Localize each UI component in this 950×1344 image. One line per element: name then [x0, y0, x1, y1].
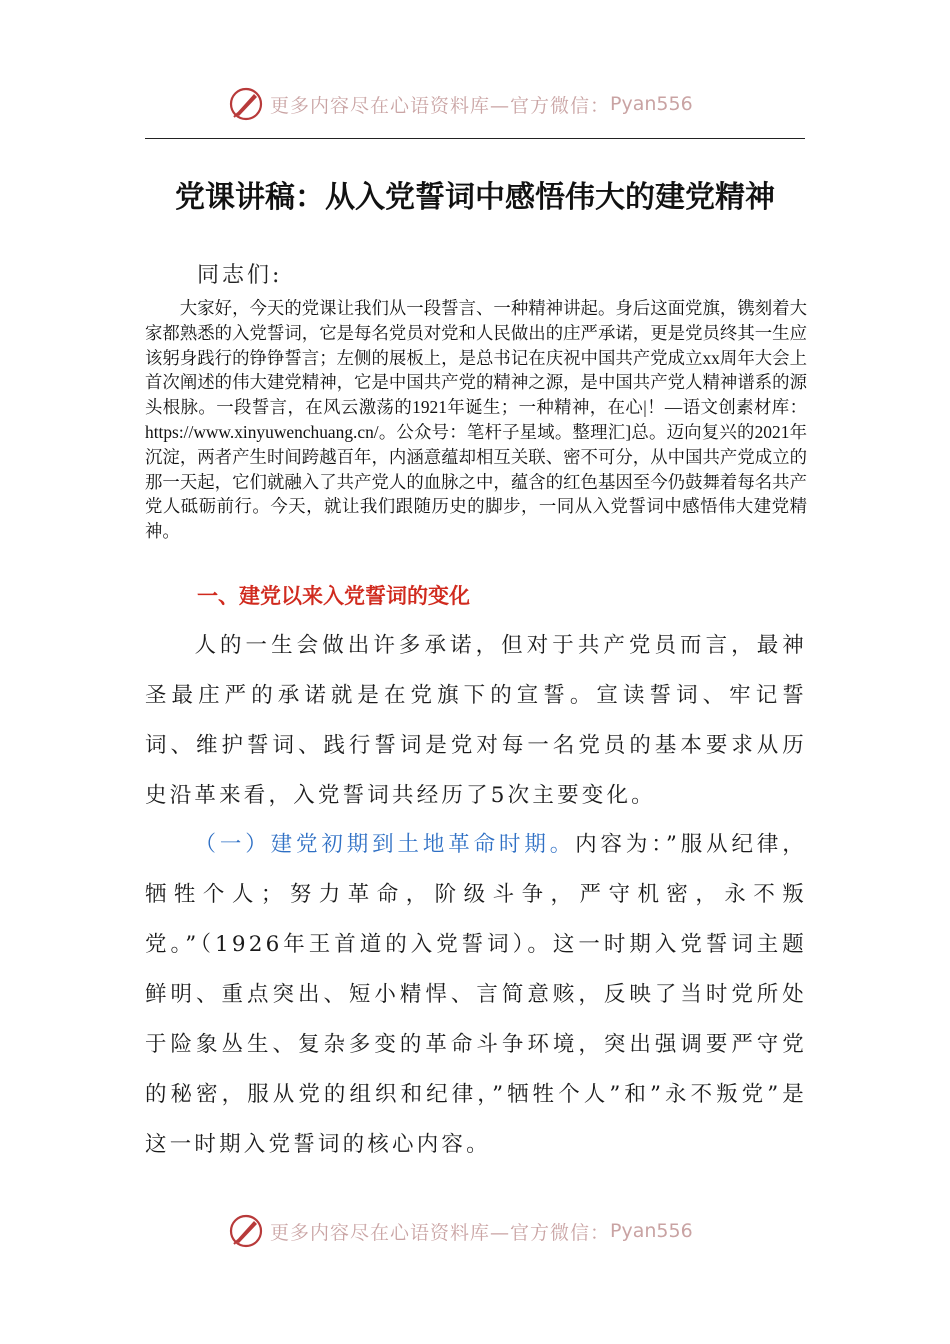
- banner-contact: Pyan556: [610, 93, 693, 115]
- page-title: 党课讲稿：从入党誓词中感悟伟大的建党精神: [175, 180, 775, 215]
- quill-logo-icon: [228, 1213, 264, 1249]
- section-heading: 一、建党以来入党誓词的变化: [197, 584, 470, 608]
- header-banner: [228, 84, 693, 124]
- header-divider: [145, 138, 805, 139]
- banner-contact: Pyan556: [610, 1220, 693, 1242]
- subheading: （一）建党初期到土地革命时期。: [194, 832, 576, 857]
- subsection-text: 内容为：”服从纪律，牺牲个人；努力革命，阶级斗争，严守机密，永不叛党。”（1926年王首道的入党誓词）。这一时期入党誓词主题鲜明、重点突出、短小精悍、言简意赅，反映了当时党所处于险象丛生、复杂多变的革命斗争环境，突出强调要严守党的秘密，服从党的组织和纪律，”牺牲个人”和”永不叛党”是这一时期入党誓词的核心内容。: [145, 832, 807, 1157]
- body-paragraph: 人的一生会做出许多承诺，但对于共产党员而言，最神圣最庄严的承诺就是在党旗下的宣誓。宣读誓词、牢记誓词、维护誓词、践行誓词是党对每一名党员的基本要求从历史沿革来看，入党誓词共经历了5次主要变化。: [145, 633, 807, 808]
- intro-paragraph: 大家好，今天的党课让我们从一段誓言、一种精神讲起。身后这面党旗，镌刻着大家都熟悉的入党誓词，它是每名党员对党和人民做出的庄严承诺，更是党员终其一生应该躬身践行的铮铮誓言；左侧的展板上，是总书记在庆祝中国共产党成立xx周年大会上首次阐述的伟大建党精神，它是中国共产党的精神之源，是中国共产党人精神谱系的源头根脉。一段誓言，在风云激荡的1921年诞生；一种精神，在心|！—语文创素材库：https://www.xinyuwenchuang.cn/。公众号：笔杆子星域。整理汇]总。迈向复兴的2021年沉淀，两者产生时间跨越百年，内涵意蕴却相互关联、密不可分，从中国共产党成立的那一天起，它们就融入了共产党人的血脉之中，蕴含的红色基因至今仍鼓舞着每名共产党人砥砺前行。今天，就让我们跟随历史的脚步，一同从入党誓词中感悟伟大建党精神。: [145, 298, 807, 542]
- footer-banner: [228, 1211, 693, 1251]
- greeting: 同志们:: [197, 263, 283, 288]
- quill-logo-icon: [228, 86, 264, 122]
- banner-text: 更多内容尽在心语资料库—官方微信：: [270, 1221, 611, 1244]
- body-paragraph-sub: [145, 820, 807, 1170]
- banner-text: 更多内容尽在心语资料库—官方微信：: [270, 94, 611, 117]
